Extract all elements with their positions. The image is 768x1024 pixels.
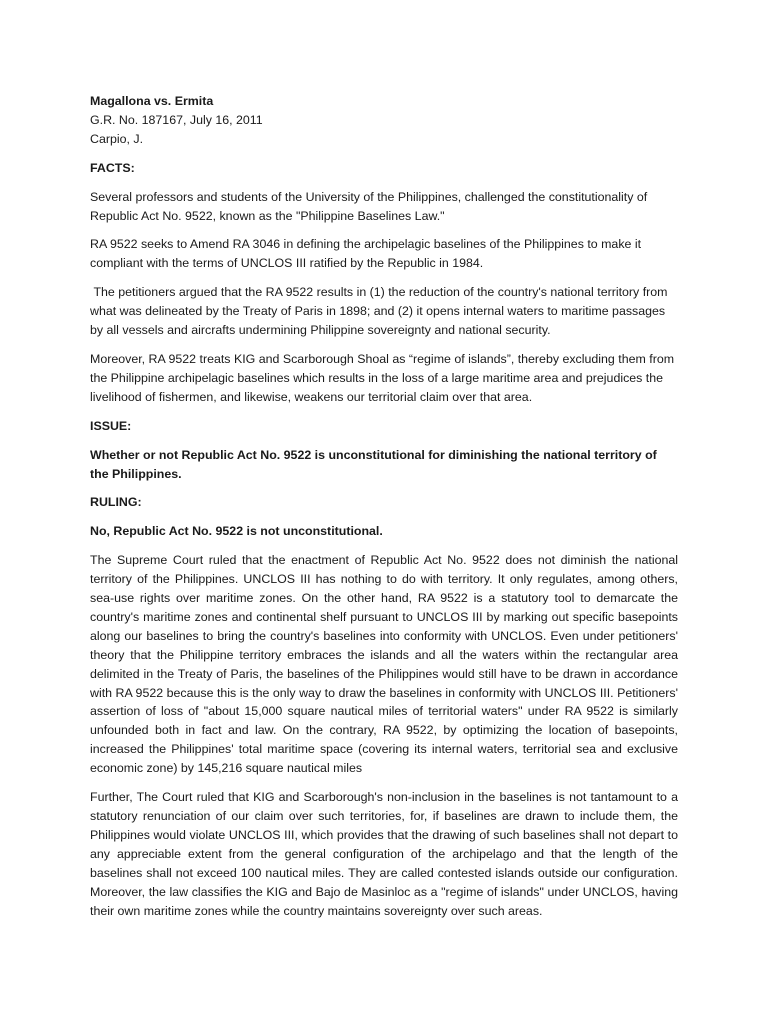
facts-paragraph-4: Moreover, RA 9522 treats KIG and Scarborough Shoal as “regime of islands”, thereby excluding them from the Philippine archipelagic baselines which results in the loss of a large maritime area and prejudices the livelihood of fishermen, and likewise, weakens our territorial claim over that area. [90,351,675,404]
ruling-label: RULING: [90,495,142,510]
issue-text: Whether or not Republic Act No. 9522 is unconstitutional for diminishing the national territory of the Philippines. [90,447,657,481]
document-page [90,92,678,920]
gr-number: G.R. No. 187167, July 16, 2011 [90,112,263,127]
case-title: Magallona vs. Ermita [90,94,214,108]
ponente: Carpio, J. [90,131,144,146]
facts-paragraph-1: Several professors and students of the University of the Philippines, challenged the constitutionality of Republic Act No. 9522, known as the "Philippine Baselines Law." [90,189,648,223]
ruling-paragraph-1: The Supreme Court ruled that the enactment of Republic Act No. 9522 does not diminish the national territory of the Philippines. UNCLOS III has nothing to do with territory. It only regulates, among others, sea-use rights over maritime zones. On the other hand, RA 9522 is a statutory tool to demarcate the country's maritime zones and continental shelf pursuant to UNCLOS III by marking out specific basepoints along our baselines to bring the country's baselines into conformity with UNCLOS. Even under petitioners' theory that the Philippine territory embraces the islands and all the waters within the rectangular area delimited in the Treaty of Paris, the baselines of the Philippines would still have to be drawn in accordance with RA 9522 because this is the only way to draw the baselines in conformity with UNCLOS III. Petitioners' assertion of loss of "about 15,000 square nautical miles of territorial waters" under RA 9522 is similarly unfounded both in fact and law. On the contrary, RA 9522, by optimizing the location of basepoints, increased the Philippines' total maritime space (covering its internal waters, territorial sea and exclusive economic zone) by 145,216 square nautical miles [90,553,678,776]
ruling-holding: No, Republic Act No. 9522 is not unconstitutional. [90,524,383,539]
ruling-paragraph-2: Further, The Court ruled that KIG and Scarborough's non-inclusion in the baselines is not tantamount to a statutory renunciation of our claim over such territories, for, if baselines are drawn to include them, the Philippines would violate UNCLOS III, which provides that the drawing of such baselines shall not depart to any appreciable extent from the general configuration of the archipelago and that the length of the baselines shall not exceed 100 nautical miles. They are called contested islands outside our configuration. Moreover, the law classifies the KIG and Bajo de Masinloc as a "regime of islands" under UNCLOS, having their own maritime zones while the country maintains sovereignty over such areas. [90,790,678,918]
facts-label: FACTS: [90,160,135,175]
facts-paragraph-2: RA 9522 seeks to Amend RA 3046 in defining the archipelagic baselines of the Philippines to make it compliant with the terms of UNCLOS III ratified by the Republic in 1984. [90,237,642,271]
issue-label: ISSUE: [90,418,132,433]
facts-paragraph-3: The petitioners argued that the RA 9522 results in (1) the reduction of the country's national territory from what was delineated by the Treaty of Paris in 1898; and (2) it opens internal waters to maritime passages by all vessels and aircrafts undermining Philippine sovereignty and national security. [90,285,671,338]
